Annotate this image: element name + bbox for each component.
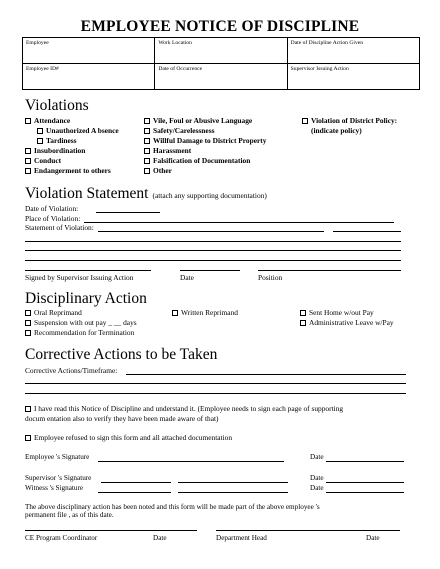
admin-leave-option[interactable]: Administrative Leave w/Pay	[300, 318, 394, 328]
corrective-line-2[interactable]	[25, 383, 406, 384]
supervisor-date-label: Date	[310, 474, 324, 482]
violation-insubordination[interactable]: Insubordination	[25, 146, 119, 156]
footer-note	[25, 503, 420, 519]
place-of-violation-input[interactable]	[84, 222, 394, 223]
checkbox[interactable]	[300, 310, 306, 316]
violations-col3	[302, 116, 397, 136]
acknowledgement-line-2: docum entation also to verify they have been made aware of that)	[25, 414, 219, 423]
statement-line-1a[interactable]	[98, 231, 324, 232]
signed-date-line[interactable]	[180, 270, 240, 271]
violation-harassment[interactable]: Harassment	[144, 146, 266, 156]
checkbox[interactable]	[25, 158, 31, 164]
suspension-option[interactable]: Suspension with out pay _ __ days	[25, 318, 137, 328]
signed-date-label: Date	[180, 273, 194, 282]
checkbox[interactable]	[37, 128, 43, 134]
department-head-label: Department Head	[216, 534, 267, 542]
violation-safety[interactable]: Safety/Carelessness	[144, 126, 266, 136]
termination-option[interactable]: Recommendation for Termination	[25, 328, 137, 338]
checkbox[interactable]	[144, 118, 150, 124]
violation-district-policy[interactable]: Violation of District Policy:	[302, 116, 397, 126]
coordinator-label: CE Program Coordinator	[25, 534, 98, 542]
checkbox[interactable]	[25, 118, 31, 124]
violations-col1	[25, 116, 119, 176]
date-of-violation-label: Date of Violation:	[25, 204, 79, 213]
footer-note-line-1: The above disciplinary action has been noted and this form will be made part of the above employee 's	[25, 503, 320, 511]
coordinator-signature-line[interactable]	[25, 530, 197, 531]
checkbox[interactable]	[25, 320, 31, 326]
violations-heading: Violations	[25, 97, 89, 114]
violation-statement-heading: Violation Statement	[25, 185, 149, 202]
checkbox[interactable]	[172, 310, 178, 316]
disciplinary-action-heading: Disciplinary Action	[25, 290, 147, 307]
employee-field[interactable]: Employee	[23, 38, 155, 64]
supervisor-signature-label: Supervisor 's Signature	[25, 474, 92, 482]
disciplinary-col1	[25, 308, 137, 338]
statement-of-violation-label: Statement of Violation:	[25, 223, 94, 232]
witness-date-line[interactable]	[326, 492, 404, 493]
corrective-line-3[interactable]	[25, 393, 406, 394]
checkbox[interactable]	[25, 330, 31, 336]
checkbox[interactable]	[144, 168, 150, 174]
supervisor-issuing-field[interactable]: Supervisor Issuing Action	[287, 64, 419, 90]
checkbox[interactable]	[144, 148, 150, 154]
violation-statement-header	[25, 185, 267, 203]
date-action-given-field[interactable]: Date of Discipline Action Given	[287, 38, 419, 64]
statement-line-4[interactable]	[25, 260, 401, 261]
supervisor-signature-line-a[interactable]	[101, 482, 171, 483]
date-of-violation-input[interactable]	[96, 212, 160, 213]
supervisor-signature-line-b[interactable]	[178, 482, 288, 483]
violation-conduct[interactable]: Conduct	[25, 156, 119, 166]
checkbox[interactable]	[144, 138, 150, 144]
violation-other[interactable]: Other	[144, 166, 266, 176]
oral-reprimand-option[interactable]: Oral Reprimand	[25, 308, 137, 318]
checkbox[interactable]	[25, 168, 31, 174]
violation-statement-note: (attach any supporting documentation)	[152, 191, 267, 200]
violation-endangerment[interactable]: Endangerment to others	[25, 166, 119, 176]
disciplinary-col3	[300, 308, 394, 328]
position-label: Position	[258, 273, 283, 282]
violations-col2	[144, 116, 266, 176]
checkbox[interactable]	[302, 118, 308, 124]
written-reprimand-option[interactable]: Written Reprimand	[172, 308, 238, 318]
checkbox[interactable]	[37, 138, 43, 144]
employee-info-table	[22, 37, 420, 90]
corrective-line-1[interactable]	[126, 374, 406, 375]
sent-home-option[interactable]: Sent Home w/out Pay	[300, 308, 394, 318]
checkbox[interactable]	[25, 148, 31, 154]
checkbox[interactable]	[144, 128, 150, 134]
coordinator-date-label: Date	[153, 534, 167, 542]
indicate-policy-label: (indicate policy)	[311, 126, 362, 135]
signed-by-line[interactable]	[25, 270, 151, 271]
corrective-actions-label: Corrective Actions/Timeframe:	[25, 366, 118, 375]
employee-id-field[interactable]: Employee ID#	[23, 64, 155, 90]
signed-by-label: Signed by Supervisor Issuing Action	[25, 273, 134, 282]
witness-signature-label: Witness 's Signature	[25, 484, 84, 492]
witness-signature-line-b[interactable]	[178, 492, 288, 493]
checkbox[interactable]	[25, 435, 31, 441]
footer-note-line-2: permanent file , as of this date.	[25, 511, 114, 519]
checkbox[interactable]	[144, 158, 150, 164]
violation-attendance[interactable]: Attendance	[25, 116, 119, 126]
employee-signature-line[interactable]	[98, 461, 284, 462]
violation-unauthorized-absence[interactable]: Unauthorized A bsence	[25, 126, 119, 136]
statement-line-3[interactable]	[25, 250, 401, 251]
refused-to-sign-option[interactable]: Employee refused to sign this form and all attached documentation	[25, 433, 232, 443]
violation-vile-language[interactable]: Vile, Foul or Abusive Language	[144, 116, 266, 126]
department-head-date-label: Date	[366, 534, 380, 542]
work-location-field[interactable]: Work Location	[155, 38, 287, 64]
checkbox[interactable]	[25, 310, 31, 316]
department-head-signature-line[interactable]	[216, 530, 400, 531]
acknowledgement-option[interactable]: I have read this Notice of Discipline and understand it. (Employee needs to sign each page of supporting docum entation also to verify they have been made aware of that)	[25, 404, 420, 424]
employee-signature-label: Employee 's Signature	[25, 453, 90, 461]
page-title: EMPLOYEE NOTICE OF DISCIPLINE	[80, 18, 360, 35]
corrective-actions-heading: Corrective Actions to be Taken	[25, 346, 218, 363]
violation-tardiness[interactable]: Tardiness	[25, 136, 119, 146]
checkbox[interactable]	[300, 320, 306, 326]
employee-date-label: Date	[310, 453, 324, 461]
statement-line-1b[interactable]	[333, 231, 401, 232]
date-of-occurrence-field[interactable]: Date of Occurrence	[155, 64, 287, 90]
checkbox[interactable]	[25, 406, 31, 412]
witness-signature-line-a[interactable]	[98, 492, 171, 493]
violation-falsification[interactable]: Falsification of Documentation	[144, 156, 266, 166]
witness-date-label: Date	[310, 484, 324, 492]
violation-willful-damage[interactable]: Willful Damage to District Property	[144, 136, 266, 146]
place-of-violation-label: Place of Violation:	[25, 214, 81, 223]
supervisor-date-line[interactable]	[326, 482, 404, 483]
position-line[interactable]	[258, 270, 401, 271]
employee-date-line[interactable]	[326, 461, 404, 462]
statement-line-2[interactable]	[25, 241, 401, 242]
